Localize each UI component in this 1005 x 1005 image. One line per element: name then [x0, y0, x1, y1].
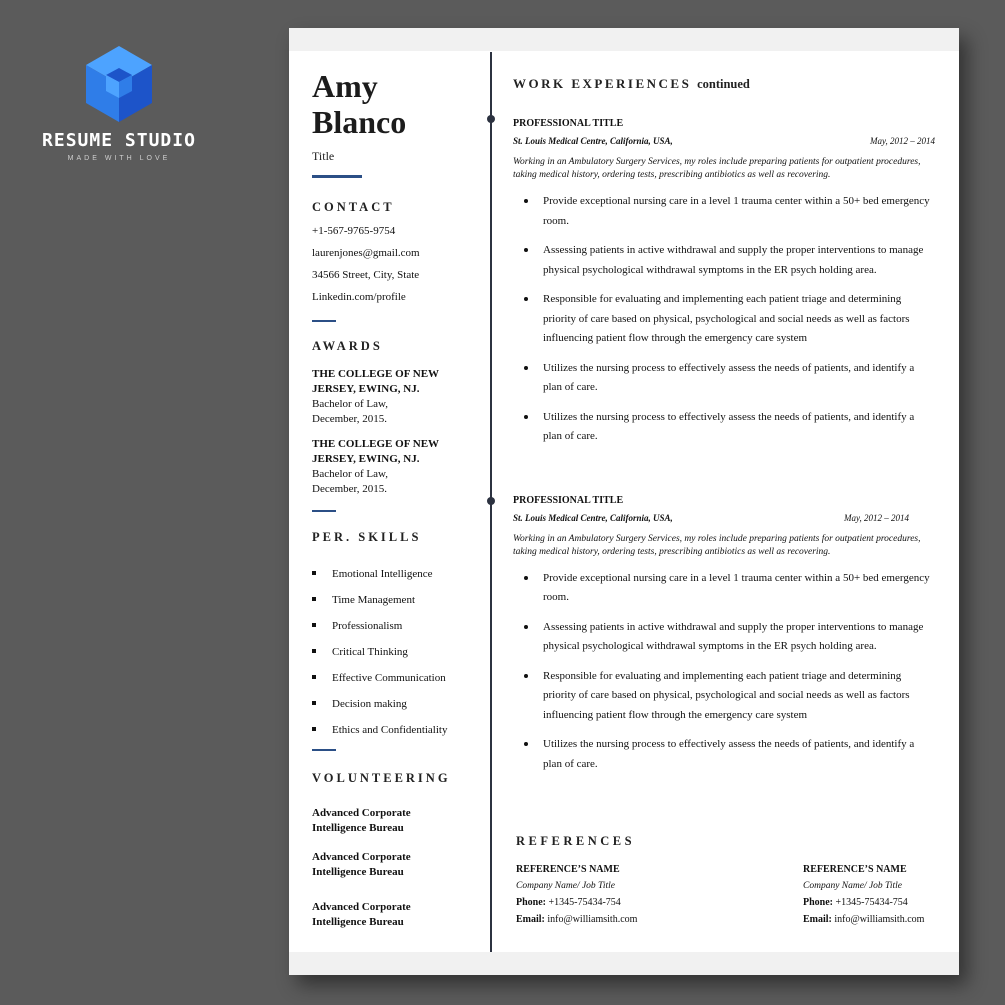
work-heading	[513, 76, 933, 92]
contact-address: 34566 Street, City, State	[312, 269, 420, 281]
list-item: Utilizes the nursing process to effectively assess the needs of patients, and identify a plan of care.	[513, 359, 933, 398]
right-column	[513, 76, 933, 774]
page-bottom-band	[289, 952, 959, 975]
phone-label: Phone:	[516, 897, 546, 908]
job-location: St. Louis Medical Centre, California, USA,	[513, 512, 673, 523]
list-item: Ethics and Confidentiality	[312, 723, 477, 749]
job-description: Working in an Ambulatory Surgery Services, my roles include preparing patients for outpatient procedures, taking medical history, ordering tests, prescribing antibiotics as well as recovering.	[513, 533, 921, 557]
volunteer-org: Intelligence Bureau	[312, 866, 404, 878]
list-item: Emotional Intelligence	[312, 567, 477, 593]
resume-page	[289, 28, 959, 975]
reference-card	[803, 864, 983, 925]
list-item: Decision making	[312, 697, 477, 723]
job-entry	[513, 495, 933, 775]
list-item: Responsible for evaluating and implementing each patient triage and determining priority of care based on physical, psychological and social needs as well as factors influencing patient flow through the emergency care system	[513, 667, 933, 726]
accent-line	[312, 510, 336, 512]
list-item: Critical Thinking	[312, 645, 477, 671]
reference-name: REFERENCE’S NAME	[803, 864, 907, 875]
cube-logo-icon	[84, 44, 154, 124]
references-heading: REFERENCES	[516, 834, 636, 848]
volunteering-heading: VOLUNTEERING	[312, 771, 451, 785]
list-item: Time Management	[312, 593, 477, 619]
award-item	[312, 367, 477, 427]
reference-name: REFERENCE’S NAME	[516, 864, 620, 875]
award-item	[312, 437, 477, 497]
list-item: Effective Communication	[312, 671, 477, 697]
contact-email[interactable]: laurenjones@gmail.com	[312, 247, 420, 259]
email-value[interactable]: info@williamsith.com	[834, 914, 925, 925]
email-value[interactable]: info@williamsith.com	[547, 914, 638, 925]
accent-line	[312, 320, 336, 322]
volunteer-org: Intelligence Bureau	[312, 916, 404, 928]
job-description: Working in an Ambulatory Surgery Services, my roles include preparing patients for outpatient procedures, taking medical history, ordering tests, prescribing antibiotics as well as recovering.	[513, 157, 921, 180]
job-meta	[513, 136, 933, 150]
brand-tagline: MADE WITH LOVE	[67, 155, 171, 162]
award-date: December, 2015.	[312, 413, 388, 425]
volunteer-org: Advanced Corporate	[312, 901, 411, 913]
skills-list	[312, 567, 477, 749]
volunteer-org: Advanced Corporate	[312, 807, 411, 819]
awards-heading: AWARDS	[312, 339, 383, 353]
award-school: JERSEY, EWING, NJ.	[312, 453, 420, 465]
list-item: Assessing patients in active withdrawal and supply the proper interventions to manage physical psychological withdrawal symptoms in the ER psych holding area.	[513, 618, 933, 657]
list-item: Provide exceptional nursing care in a level 1 trauma center within a 50+ bed emergency room.	[513, 192, 933, 231]
award-school: JERSEY, EWING, NJ.	[312, 383, 420, 395]
left-column	[312, 68, 477, 930]
work-heading-text: WORK EXPERIENCES	[513, 76, 692, 91]
contact-heading: CONTACT	[312, 200, 395, 214]
contact-list	[312, 220, 477, 308]
first-name: Amy	[312, 68, 378, 104]
job-date: May, 2012 – 2014	[870, 136, 935, 146]
reference-phone	[516, 897, 696, 908]
volunteer-item	[312, 806, 477, 836]
volunteer-org: Intelligence Bureau	[312, 822, 404, 834]
brand-logo	[30, 44, 208, 162]
job-meta	[513, 513, 933, 527]
job-title: PROFESSIONAL TITLE	[513, 494, 624, 506]
reference-card	[516, 864, 696, 925]
timeline-dot	[487, 497, 495, 505]
award-school: THE COLLEGE OF NEW	[312, 438, 440, 450]
list-item: Professionalism	[312, 619, 477, 645]
email-label: Email:	[516, 914, 545, 925]
job-title: PROFESSIONAL TITLE	[513, 118, 624, 129]
skills-heading: PER. SKILLS	[312, 530, 422, 544]
job-date: May, 2012 – 2014	[844, 512, 909, 523]
accent-line	[312, 175, 362, 178]
volunteer-item	[312, 900, 477, 930]
volunteer-org: Advanced Corporate	[312, 851, 411, 863]
reference-email	[516, 914, 696, 925]
brand-name: RESUME STUDIO	[42, 130, 196, 151]
reference-phone	[803, 897, 983, 908]
phone-value: +1345-75434-754	[835, 897, 908, 908]
work-heading-suffix: continued	[697, 77, 750, 91]
list-item: Provide exceptional nursing care in a level 1 trauma center within a 50+ bed emergency room.	[513, 569, 933, 608]
phone-label: Phone:	[803, 897, 833, 908]
award-date: December, 2015.	[312, 483, 388, 495]
volunteer-item	[312, 850, 477, 880]
reference-company: Company Name/ Job Title	[803, 881, 902, 891]
contact-phone: +1-567-9765-9754	[312, 225, 396, 237]
page-top-band	[289, 28, 959, 51]
job-location: St. Louis Medical Centre, California, USA,	[513, 136, 673, 146]
job-title-subtitle: Title	[312, 149, 335, 163]
email-label: Email:	[803, 914, 832, 925]
list-item: Assessing patients in active withdrawal and supply the proper interventions to manage physical psychological withdrawal symptoms in the ER psych holding area.	[513, 241, 933, 280]
contact-linkedin[interactable]: Linkedin.com/profile	[312, 291, 406, 303]
timeline-dot	[487, 115, 495, 123]
references-section	[516, 834, 946, 925]
job-entry	[513, 118, 933, 447]
list-item: Utilizes the nursing process to effectively assess the needs of patients, and identify a plan of care.	[513, 735, 933, 774]
job-bullets	[513, 569, 933, 775]
phone-value: +1345-75434-754	[548, 897, 621, 908]
award-degree: Bachelor of Law,	[312, 468, 388, 480]
award-degree: Bachelor of Law,	[312, 398, 388, 410]
job-bullets	[513, 192, 933, 447]
reference-email	[803, 914, 983, 925]
accent-line	[312, 749, 336, 751]
list-item: Utilizes the nursing process to effectively assess the needs of patients, and identify a plan of care.	[513, 408, 933, 447]
award-school: THE COLLEGE OF NEW	[312, 368, 440, 380]
reference-company: Company Name/ Job Title	[516, 881, 615, 891]
last-name: Blanco	[312, 104, 407, 140]
list-item: Responsible for evaluating and implementing each patient triage and determining priority of care based on physical, psychological and social needs as well as factors influencing patient flow through the emergency care system	[513, 290, 933, 349]
